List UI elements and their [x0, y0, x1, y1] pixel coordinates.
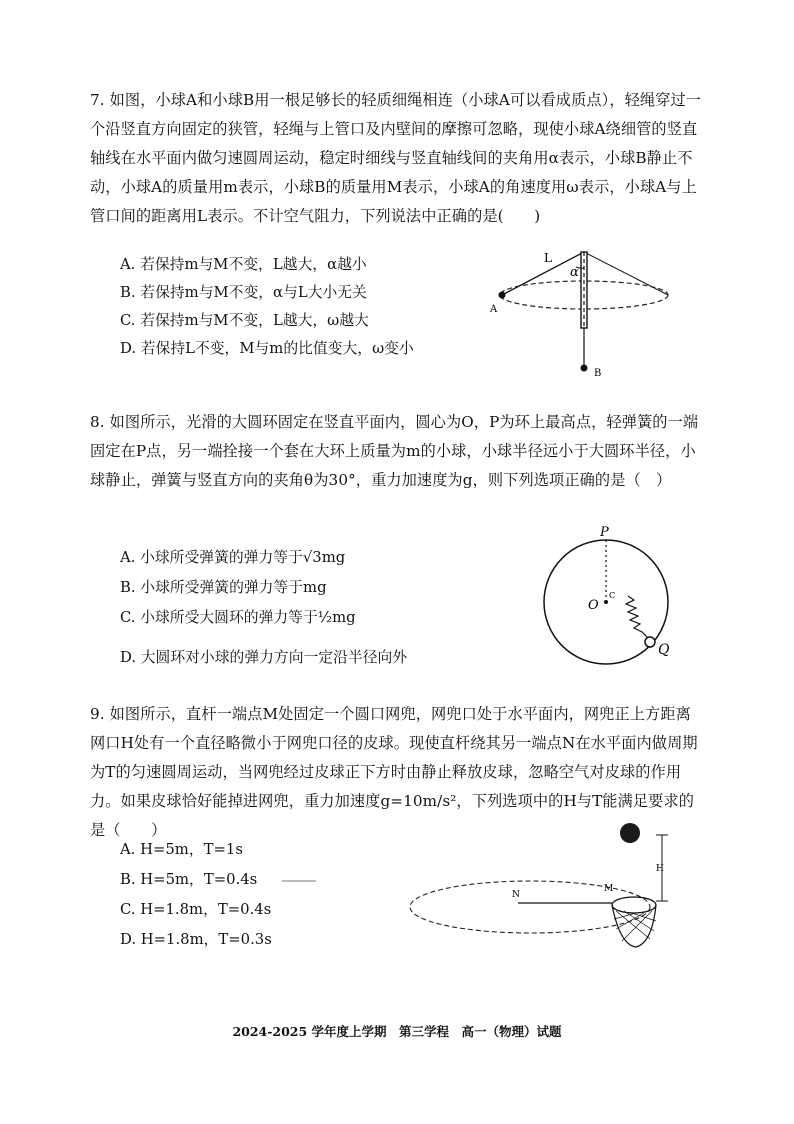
- q9-label-h: H: [656, 864, 664, 874]
- q7-ball-a: [499, 292, 506, 299]
- q8-label-o: O: [588, 598, 599, 613]
- q8-label-q: Q: [658, 642, 670, 658]
- q8-ring-spring-figure: [530, 520, 700, 670]
- q7-option-a: A. 若保持m与M不变，L越大，α越小: [120, 256, 367, 273]
- question-9-stem: 9. 如图所示，直杆一端点M处固定一个圆口网兜，网兜口处于水平面内，网兜正上方距离网口H处有一个直径略微小于网兜口径的皮球。现使直杆绕其另一端点N在水平面内做周期为T的匀速圆周运动，当网兜经过皮球正下方时由静止释放皮球，忽略空气对皮球的作用力。如果皮球恰好能掉进网兜，重力加速度g=10m/s²，下列选项中的H与T能满足要求的是（ ）: [90, 705, 698, 839]
- q7-option-d: D. 若保持L不变，M与m的比值变大，ω变小: [120, 340, 414, 357]
- q7-label-alpha: α: [570, 265, 579, 280]
- question-8-stem: 8. 如图所示，光滑的大圆环固定在竖直平面内，圆心为O，P为环上最高点，轻弹簧的一端固定在P点，另一端拴接一个套在大环上质量为m的小球，小球半径远小于大圆环半径，小球静止，弹簧与竖直方向的夹角θ为30°，重力加速度为g，则下列选项正确的是（ ）: [90, 413, 699, 489]
- q8-option-b: B. 小球所受弹簧的弹力等于mg: [120, 579, 327, 596]
- q7-conical-pendulum-figure: [480, 240, 680, 390]
- q8-option-c: C. 小球所受大圆环的弹力等于½mg: [120, 609, 356, 626]
- q9-net-rod-figure: [400, 815, 680, 960]
- page-footer: 2024-2025 学年度上学期 第三学程 高一（物理）试题: [232, 1024, 562, 1039]
- q8-option-a: A. 小球所受弹簧的弹力等于√3mg: [120, 549, 346, 566]
- q7-ball-b: [581, 365, 588, 372]
- q7-option-c: C. 若保持m与M不变，L越大，ω越大: [120, 312, 369, 329]
- q9-option-c: C. H=1.8m，T=0.4s: [120, 901, 272, 918]
- question-7-stem: 7. 如图，小球A和小球B用一根足够长的轻质细绳相连（小球A可以看成质点），轻绳穿过一个沿竖直方向固定的狭管，轻绳与上管口及内壁间的摩擦可忽略，现使小球A绕细管的竖直轴线在水平面内做匀速圆周运动，稳定时细线与竖直轴线间的夹角用α表示，小球B静止不动，小球A的质量用m表示，小球B的质量用M表示，小球A的角速度用ω表示，小球A与上管口间的距离用L表示。不计空气阻力，下列说法中正确的是( ): [90, 91, 702, 225]
- q7-label-a: A: [490, 304, 498, 315]
- q8-option-d: D. 大圆环对小球的弹力方向一定沿半径向外: [120, 649, 408, 666]
- q8-label-c: C: [609, 591, 616, 600]
- q9-label-m: M: [604, 884, 614, 894]
- q8-ball-q: [645, 637, 655, 647]
- q9-ball: [620, 823, 640, 843]
- q8-spring: [626, 596, 648, 638]
- q9-option-d: D. H=1.8m，T=0.3s: [120, 931, 272, 948]
- q8-center-o-dot: [604, 600, 608, 604]
- q9-orbit-ellipse: [410, 881, 650, 933]
- q8-label-p: P: [600, 525, 609, 540]
- q7-cone-right-line: [584, 252, 668, 295]
- q9-label-n: N: [512, 890, 520, 900]
- q7-label-b: B: [594, 368, 602, 379]
- q9-option-a: A. H=5m，T=1s: [120, 841, 243, 858]
- q7-option-b: B. 若保持m与M不变，α与L大小无关: [120, 284, 367, 301]
- q9-option-b: B. H=5m，T=0.4s: [120, 871, 258, 888]
- q7-label-l: L: [544, 251, 552, 265]
